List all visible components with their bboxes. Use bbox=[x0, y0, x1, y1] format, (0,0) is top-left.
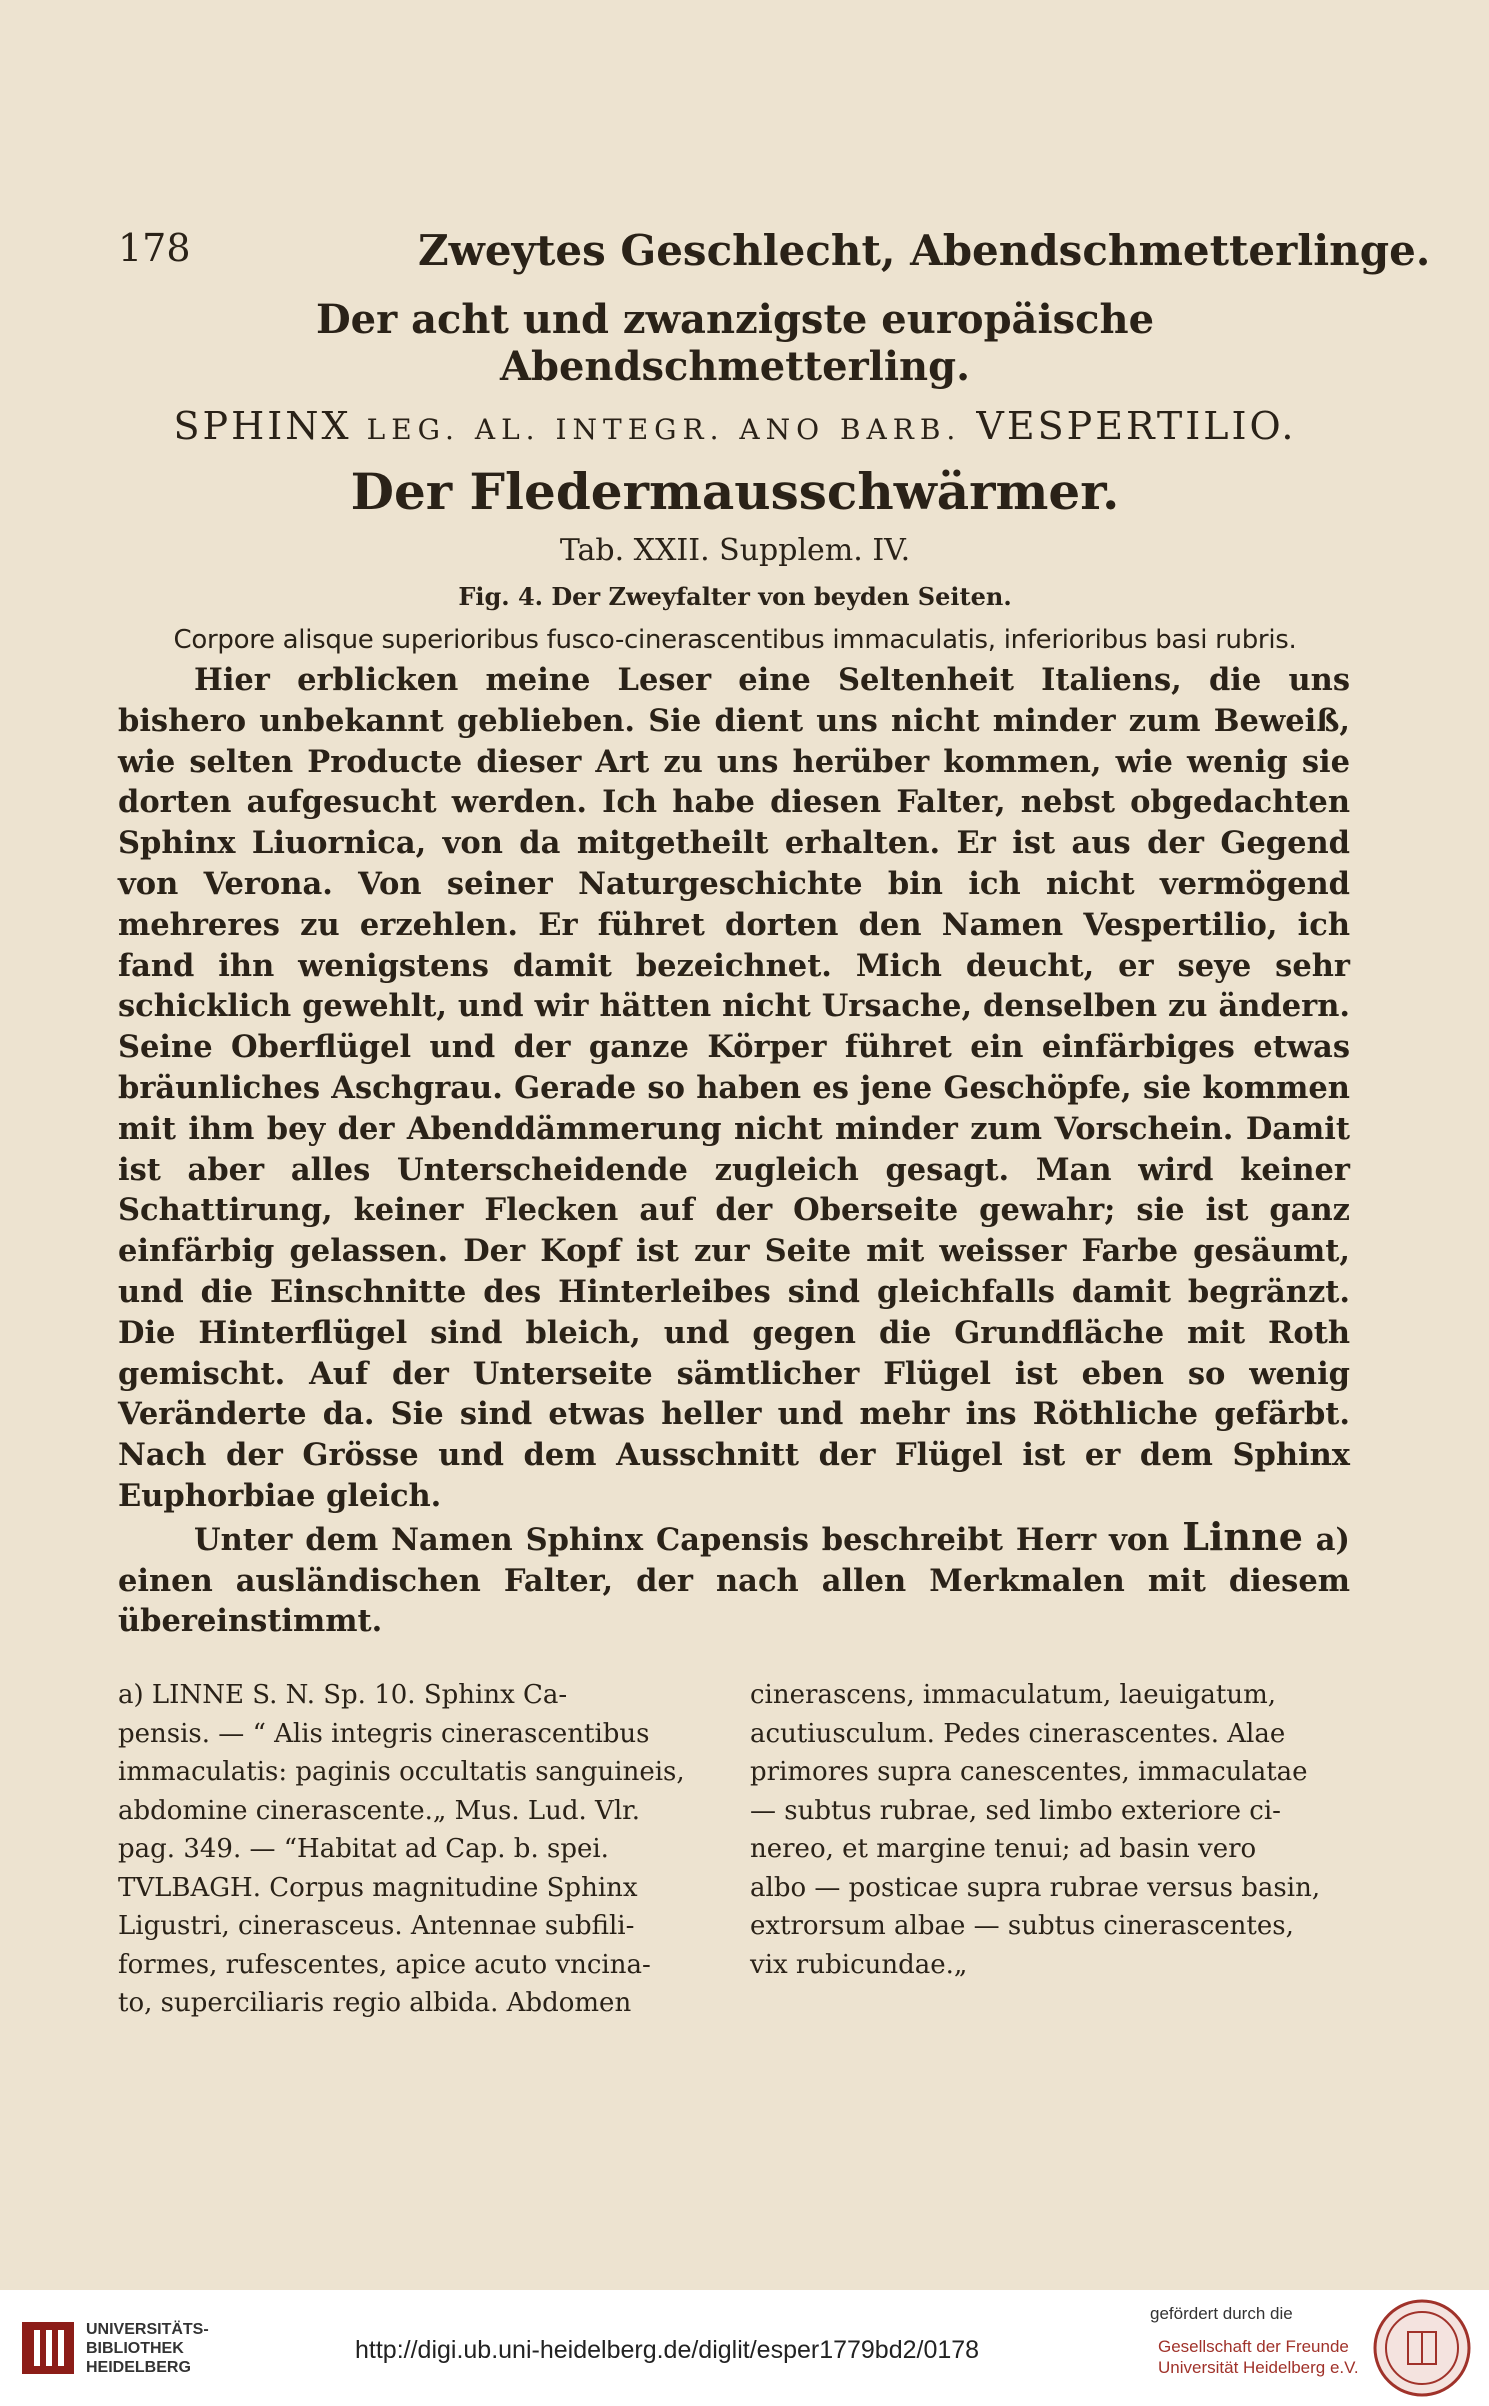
permalink-url[interactable]: http://digi.ub.uni-heidelberg.de/diglit/esper1779bd2/0178 bbox=[355, 2336, 980, 2364]
footnote-line: immaculatis: paginis occultatis sanguineis, bbox=[118, 1757, 685, 1787]
footnote-line: extrorsum albae — subtus cinerascentes, bbox=[750, 1911, 1294, 1941]
title-german-name: Der Fledermausschwärmer. bbox=[350, 462, 1120, 521]
funder-name-line: Gesellschaft der Freunde bbox=[1158, 2337, 1349, 2356]
footnote-line: abdomine cinerascente.„ Mus. Lud. Vlr. bbox=[118, 1795, 640, 1826]
title-heading: Der acht und zwanzigste europäische Abendschmetterling. bbox=[315, 296, 1155, 390]
library-logo-icon[interactable] bbox=[20, 2320, 76, 2376]
title-latin-name bbox=[110, 404, 1360, 448]
funder-name-line: Universität Heidelberg e.V. bbox=[1158, 2358, 1359, 2377]
paragraph-2-start: Unter dem Namen Sphinx Capensis beschreibt Herr von bbox=[194, 1521, 1170, 1558]
footnote-line: pensis. — “ Alis integris cinerascentibus bbox=[118, 1718, 650, 1749]
footnote-line: to, superciliaris regio albida. Abdomen bbox=[118, 1988, 632, 2018]
author-name: Linne bbox=[1182, 1513, 1303, 1559]
funded-by-label: gefördert durch die bbox=[1150, 2304, 1293, 2323]
latin-diagnosis: Corpore alisque superioribus fusco-cinerascentibus immaculatis, inferioribus basi rubris. bbox=[173, 625, 1297, 655]
footnote-line: albo — posticae supra rubrae versus basin, bbox=[750, 1872, 1321, 1903]
footnote-line: vix rubicundae.„ bbox=[750, 1949, 968, 1980]
library-name-line: BIBLIOTHEK bbox=[86, 2340, 184, 2357]
footnote-line: — subtus rubrae, sed limbo exteriore ci- bbox=[750, 1795, 1281, 1826]
library-name bbox=[86, 2320, 209, 2377]
page-header bbox=[118, 226, 1431, 286]
title-block bbox=[110, 296, 1360, 655]
running-title: Zweytes Geschlecht, Abendschmetterlinge. bbox=[418, 226, 1431, 275]
footnote-line: a) LINNE S. N. Sp. 10. Sphinx Ca- bbox=[118, 1680, 568, 1710]
footnote-line: TVLBAGH. Corpus magnitudine Sphinx bbox=[118, 1872, 638, 1903]
body-text bbox=[118, 660, 1350, 1642]
footnote-line: cinerascens, immaculatum, laeuigatum, bbox=[750, 1680, 1276, 1710]
funder-name bbox=[1158, 2336, 1359, 2378]
footnote-line: nereo, et margine tenui; ad basin vero bbox=[750, 1834, 1257, 1864]
footnote-column-left bbox=[118, 1676, 710, 2023]
footnote-line: Ligustri, cinerasceus. Antennae subfili- bbox=[118, 1911, 635, 1941]
library-name-line: UNIVERSITÄTS- bbox=[86, 2321, 209, 2338]
university-seal-icon bbox=[1372, 2298, 1472, 2398]
library-name-line: HEIDELBERG bbox=[86, 2359, 191, 2376]
paragraph-2-end: a) einen ausländischen Falter, der nach allen Merkmalen mit diesem übereinstimmt. bbox=[118, 1521, 1350, 1640]
latin-descriptor: LEG. AL. INTEGR. ANO BARB. bbox=[366, 413, 962, 446]
paragraph-1: Hier erblicken meine Leser eine Seltenheit Italiens, die uns bishero unbekannt geblieben. Sie dient uns nicht minder zum Beweiß, wie selten Producte dieser Art zu uns herüber kommen, wie wenig sie dorten aufgesucht werden. Ich habe diesen Falter, nebst obgedachten Sphinx Liuornica, von da mitgetheilt erhalten. Er ist aus der Gegend von Verona. Von seiner Naturgeschichte bin ich nicht vermögend mehreres zu erzehlen. Er führet dorten den Namen Vespertilio, ich fand ihn wenigstens damit bezeichnet. Mich deucht, er seye sehr schicklich gewehlt, und wir hätten nicht Ursache, denselben zu ändern. Seine Oberflügel und der ganze Körper führet ein einfärbiges etwas bräunliches Aschgrau. Gerade so haben es jene Geschöpfe, sie kommen mit ihm bey der Abenddämmerung nicht minder zum Vorschein. Damit ist aber alles Unterscheidende zugleich gesagt. Man wird keiner Schattirung, keiner Flecken auf der Oberseite gewahr; sie ist ganz einfärbig gelassen. Der Kopf ist zur Seite mit weisser Farbe gesäumt, und die Einschnitte des Hinterleibes sind gleichfalls damit begränzt. Die Hinterflügel sind bleich, und gegen die Grundfläche mit Roth gemischt. Auf der Unterseite sämtlicher Flügel ist eben so wenig Veränderte da. Sie sind etwas heller und mehr ins Röthliche gefärbt. Nach der Grösse und dem Ausschnitt der Flügel ist er dem Sphinx Euphorbiae gleich. bbox=[118, 662, 1350, 1514]
latin-species: VESPERTILIO. bbox=[976, 404, 1297, 448]
footnote-line: primores supra canescentes, immaculatae bbox=[750, 1757, 1308, 1787]
paragraph-2 bbox=[118, 1513, 1350, 1642]
footnote-line: acutiusculum. Pedes cinerascentes. Alae bbox=[750, 1718, 1286, 1749]
page-number: 178 bbox=[118, 226, 191, 270]
footnote-column-right bbox=[750, 1676, 1342, 1984]
viewer-footer bbox=[0, 2290, 1489, 2406]
footnote-line: pag. 349. — “Habitat ad Cap. b. spei. bbox=[118, 1834, 609, 1864]
plate-reference: Tab. XXII. Supplem. IV. bbox=[559, 533, 911, 568]
footnote-line: formes, rufescentes, apice acuto vncina- bbox=[118, 1949, 651, 1980]
figure-reference: Fig. 4. Der Zweyfalter von beyden Seiten. bbox=[458, 582, 1012, 611]
latin-genus: SPHINX bbox=[173, 404, 352, 448]
